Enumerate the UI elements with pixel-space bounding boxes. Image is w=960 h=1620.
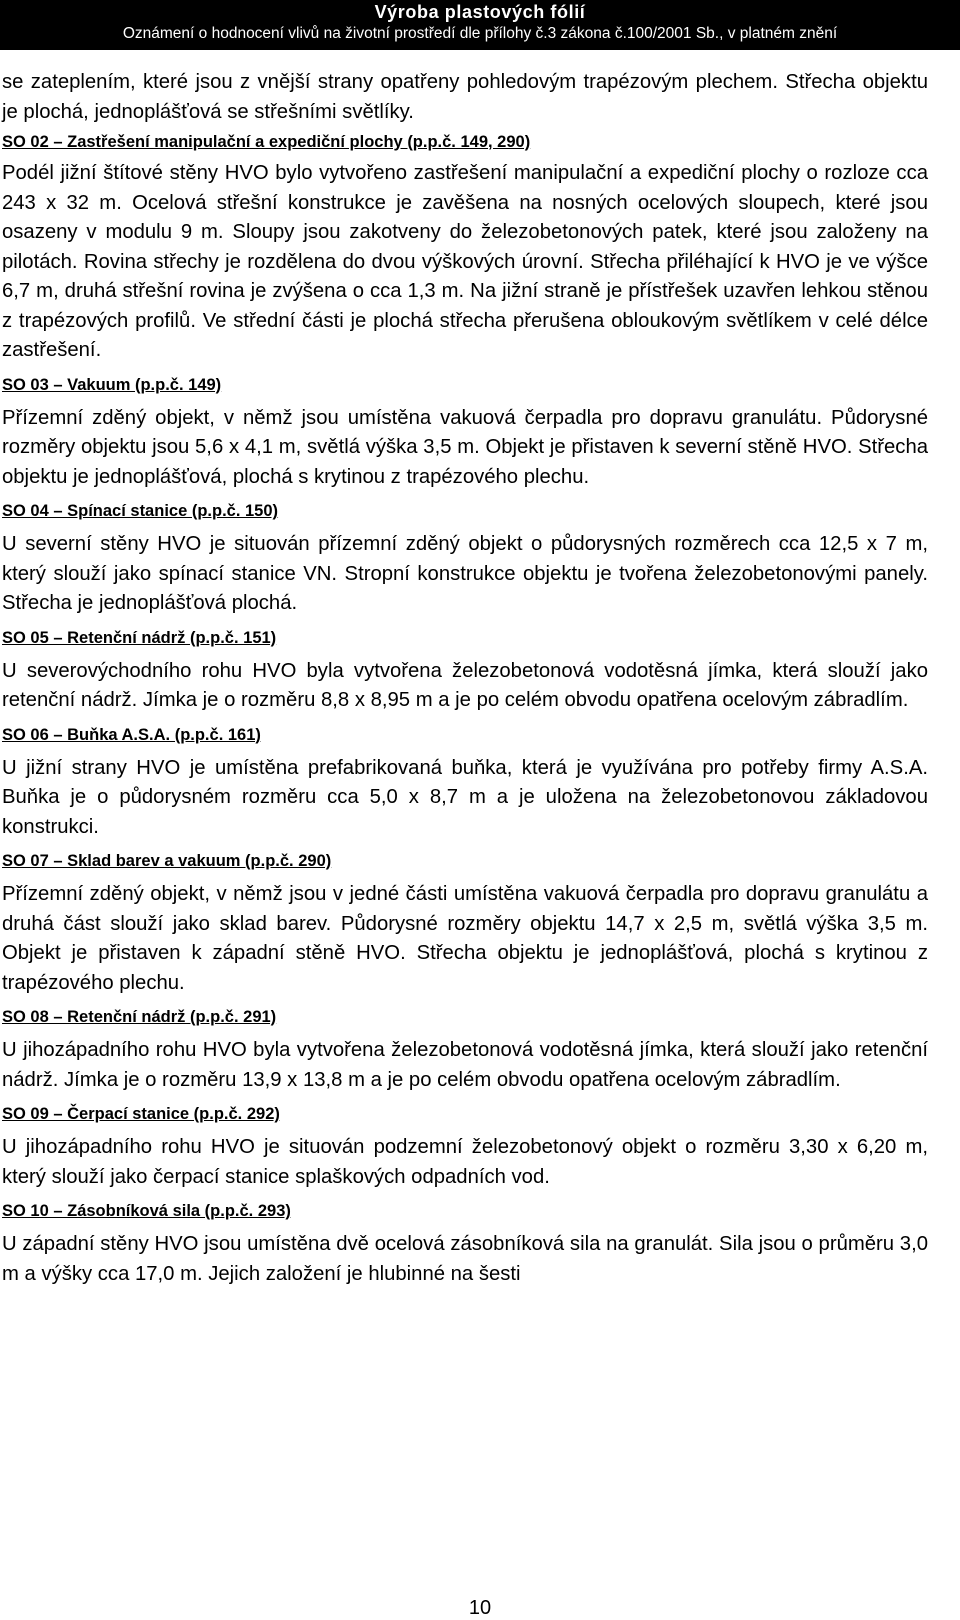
section-heading-so05: SO 05 – Retenční nádrž (p.p.č. 151) — [2, 628, 277, 647]
section-heading-so10: SO 10 – Zásobníková sila (p.p.č. 293) — [2, 1202, 291, 1220]
section-text-so07: Přízemní zděný objekt, v němž jsou v jedné části umístěna vakuová čerpadla pro dopravu granulátu a druhá část slouží jako sklad barev. Půdorysné rozměry objektu 14,7 x 2,5 m, světlá výška 3,5 m. Objekt je přistaven k západní stěně HVO. Střecha objektu je jednoplášťová, plochá s krytinou z trapézového plechu. — [2, 883, 928, 994]
section-heading-so03: SO 03 – Vakuum (p.p.č. 149) — [2, 375, 222, 394]
section-text-so08: U jihozápadního rohu HVO byla vytvořena železobetonová vodotěsná jímka, která slouží jako retenční nádrž. Jímka je o rozměru 13,9 x 13,8 m a je po celém obvodu opatřena ocelovým zábradlím. — [2, 1039, 928, 1091]
section-text-so09: U jihozápadního rohu HVO je situován podzemní železobetonový objekt o rozměru 3,30 x 6,20 m, který slouží jako čerpací stanice splaškových odpadních vod. — [2, 1136, 928, 1188]
intro-paragraph: se zateplením, které jsou z vnější strany opatřeny pohledovým trapézovým plechem. Střecha objektu je plochá, jednoplášťová se střešními světlíky. — [2, 71, 928, 123]
document-title: Výroba plastových fólií — [374, 2, 586, 22]
page-content — [2, 68, 928, 1289]
section-text-so10: U západní stěny HVO jsou umístěna dvě ocelová zásobníková sila na granulát. Sila jsou o průměru 3,0 m a výšky cca 17,0 m. Jejich založení je hlubinné na šesti — [2, 1233, 928, 1285]
section-text-so04: U severní stěny HVO je situován přízemní zděný objekt o půdorysných rozměrech cca 12,5 x 7 m, který slouží jako spínací stanice VN. Stropní konstrukce objektu je tvořena železobetonovými panely. Střecha je jednoplášťová plochá. — [2, 533, 928, 614]
section-text-so02: Podél jižní štítové stěny HVO bylo vytvořeno zastřešení manipulační a expediční plochy o rozloze cca 243 x 32 m. Ocelová střešní konstrukce je zavěšena na nosných ocelových sloupech, které jsou osazeny v modulu 9 m. Sloupy jsou zakotveny do železobetonových patek, které jsou založeny na pilotách. Rovina střechy je rozdělena do dvou výškových úrovní. Střecha přiléhající k HVO je ve výšce 6,7 m, druhá střešní rovina je zvýšena o cca 1,3 m. Na jižní straně je přístřešek uzavřen lehkou stěnou z trapézových profilů. Ve střední části je plochá střecha přerušena obloukovým světlíkem v celé délce zastřešení. — [2, 162, 928, 361]
section-heading-so02: SO 02 – Zastřešení manipulační a expediční plochy (p.p.č. 149, 290) — [2, 133, 531, 151]
page-number: 10 — [468, 1597, 492, 1619]
section-heading-so06: SO 06 – Buňka A.S.A. (p.p.č. 161) — [2, 725, 261, 744]
section-heading-so07: SO 07 – Sklad barev a vakuum (p.p.č. 290) — [2, 852, 332, 870]
section-text-so05: U severovýchodního rohu HVO byla vytvořena železobetonová vodotěsná jímka, která slouží jako retenční nádrž. Jímka je o rozměru 8,8 x 8,95 m a je po celém obvodu opatřena ocelovým zábradlím. — [2, 659, 928, 711]
section-text-so03: Přízemní zděný objekt, v němž jsou umístěna vakuová čerpadla pro dopravu granulátu. Půdorysné rozměry objektu jsou 5,6 x 4,1 m, světlá výška 3,5 m. Objekt je přistaven k severní stěně HVO. Střecha objektu je jednoplášťová, plochá s krytinou z trapézového plechu. — [2, 406, 928, 488]
section-heading-so09: SO 09 – Čerpací stanice (p.p.č. 292) — [2, 1105, 280, 1123]
page-header — [0, 0, 960, 50]
section-heading-so04: SO 04 – Spínací stanice (p.p.č. 150) — [2, 502, 279, 520]
section-heading-so08: SO 08 – Retenční nádrž (p.p.č. 291) — [2, 1008, 277, 1026]
section-text-so06: U jižní strany HVO je umístěna prefabrikovaná buňka, která je využívána pro potřeby firmy A.S.A. Buňka je o půdorysném rozměru cca 5,0 x 8,7 m a je uložena na železobetonovou základovou konstrukci. — [2, 756, 928, 838]
document-subtitle: Oznámení o hodnocení vlivů na životní prostředí dle přílohy č.3 zákona č.100/2001 Sb., v platném znění — [122, 25, 838, 42]
